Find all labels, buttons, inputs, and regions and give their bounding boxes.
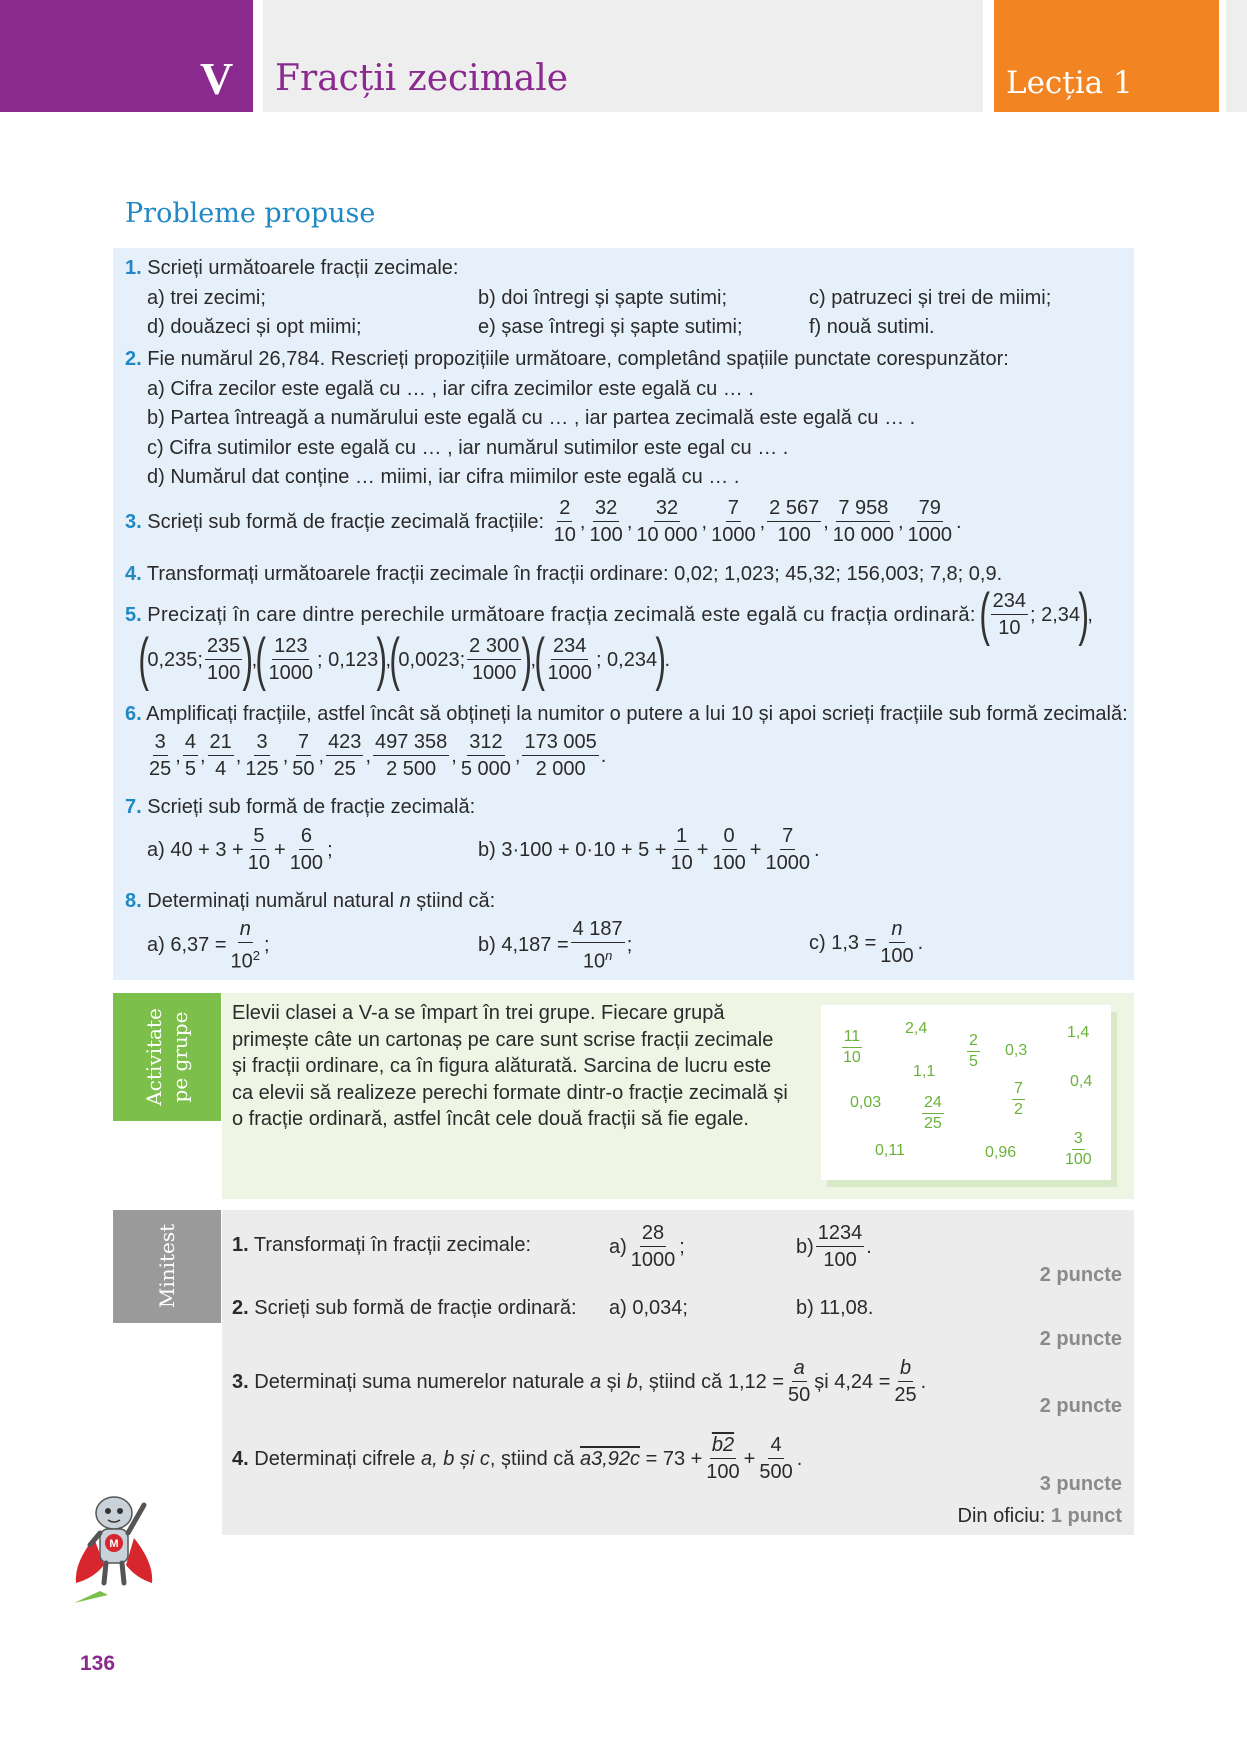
svg-text:M: M: [109, 1538, 119, 1550]
item-7a: a) 40 + 3 + $\frac{5}{10}$ + $\frac{6}{100}$ ;: [147, 825, 333, 874]
fraction: $\frac{7 958}{10 000}$: [832, 497, 894, 546]
pair-3: ( $\frac{123}{1000}$ ; 0,123 ): [255, 626, 388, 692]
cards-figure: [821, 1005, 1111, 1180]
item-1d: d) douăzeci și opt miimi;: [147, 316, 362, 338]
points-q1: 2 puncte: [1039, 1264, 1122, 1286]
minitest-q3: 3. Determinați suma numerelor naturale a și b , știind că 1,12 = $\frac{a}{50}$ și 4,24 = $\frac{b}{25}$ .: [232, 1357, 927, 1406]
points-q3: 2 puncte: [1039, 1395, 1122, 1417]
card-3-100: $\frac{3}{100}$: [1065, 1130, 1092, 1168]
minitest-q1b: b) $\frac{1234}{100}$ .: [796, 1222, 872, 1271]
item-2b: b) Partea întreagă a numărului este egală cu … , iar partea zecimală este egală cu … .: [147, 407, 916, 429]
card-24-25: $\frac{24}{25}$: [924, 1094, 942, 1132]
problem-8: 8. Determinați numărul natural n știind că:: [125, 890, 496, 912]
minitest-q4: 4. Determinați cifrele a, b și c , știind că a3,92c = 73 + $\frac{b2}{100}$ + $\frac{4}{500}$ .: [232, 1434, 803, 1483]
problem-number: 1.: [125, 257, 142, 279]
card-7-2: $\frac{7}{2}$: [1014, 1080, 1023, 1118]
card-0-03: 0,03: [850, 1094, 882, 1111]
card-1-4: 1,4: [1067, 1024, 1090, 1041]
problem-5: 5. Precizați în care dintre perechile următoare fracția zecimală este egală cu fracția ordinară: ( $\frac{234}{10}$ ; 2,34 ) ,: [125, 581, 1093, 647]
page-number: 136: [80, 1652, 116, 1675]
header-edge: [1226, 0, 1247, 112]
item-2c: c) Cifra sutimilor este egală cu … , iar numărul sutimilor este egal cu … .: [147, 437, 789, 459]
problem-number: 5.: [125, 603, 142, 626]
card-0-96: 0,96: [985, 1144, 1017, 1161]
problem-6: [125, 702, 1128, 726]
item-2d: d) Numărul dat conține … miimi, iar cifra miimilor este egală cu … .: [147, 466, 740, 488]
fraction: $\frac{32}{10 000}$: [636, 497, 698, 546]
item-8a: a) 6,37 = $\frac{n}{10^2}$ ;: [147, 918, 270, 973]
lesson-label: Lecția 1: [1006, 65, 1133, 101]
card-11-10: $\frac{11}{10}$: [843, 1028, 861, 1066]
chapter-number: V: [200, 53, 234, 104]
activity-text: Elevii clasei a V-a se împart în trei grupe. Fiecare grupă primește câte un cartonaș pe care sunt scrise fracții zecimale și fracții ordinare, ca în figura alăturată. Sarcina de lucru este ca elevii să realizeze perechi formate dintr-o fracție zecimală și o fracție ordinară, astfel încât cele două fracții să fie egale.: [232, 1002, 788, 1130]
problem-number: 8.: [125, 890, 142, 912]
problem-text: Scrieți sub formă de fracție zecimală:: [147, 796, 476, 818]
minitest-q2b: b) 11,08.: [796, 1297, 874, 1319]
item-1e: e) șase întregi și șapte sutimi;: [478, 316, 743, 338]
problem-text: Fie numărul 26,784. Rescrieți propozițiile următoare, completând spațiile punctate corespunzător:: [147, 348, 1009, 370]
problem-number: 7.: [125, 796, 142, 818]
fraction: $\frac{32}{100}$: [589, 497, 623, 546]
item-7b: b) 3·100 + 0·10 + 5 + $\frac{1}{10}$ + $\frac{0}{100}$ + $\frac{7}{1000}$ .: [478, 825, 820, 874]
section-title: Probleme propuse: [125, 198, 376, 229]
mascot-illustration: [64, 1483, 164, 1608]
pair-2: ( 0,235; $\frac{235}{100}$ ): [138, 626, 254, 692]
card-0-4: 0,4: [1070, 1073, 1093, 1090]
problem-1: [125, 256, 458, 280]
problem-text: Scrieți sub formă de fracție zecimală fracțiile:: [147, 510, 545, 533]
problem-text: Transformați următoarele fracții zecimale în fracții ordinare: 0,02; 1,023; 45,32; 156,003; 7,8; 0,9.: [146, 563, 1003, 585]
item-1b: b) doi întregi și șapte sutimi;: [478, 287, 727, 309]
points-q2: 2 puncte: [1039, 1328, 1122, 1350]
minitest-q2a: a) 0,034;: [609, 1297, 688, 1319]
problem-number: 6.: [125, 703, 142, 725]
pair-5: ( $\frac{234}{1000}$ ; 0,234 ): [534, 626, 667, 692]
fraction: $\frac{79}{1000}$: [907, 497, 953, 546]
card-1-1: 1,1: [913, 1063, 936, 1080]
fraction: $\frac{7}{1000}$: [711, 497, 756, 546]
problem-3: 3. Scrieți sub formă de fracție zecimală fracțiile: $\frac{2}{10}$ , $\frac{32}{100}$ , $\frac{32}{10 000}$ , $\frac{7}{1000}$ , $\frac{2 567}{100}$ , $\frac{7 958}{10 000}$ , $\frac{79}{1000}$ .: [125, 497, 962, 546]
problem-text: Scrieți următoarele fracții zecimale:: [147, 257, 459, 279]
points-q4: 3 puncte: [1039, 1473, 1122, 1495]
fraction: $\frac{2 567}{100}$: [769, 497, 820, 546]
card-2-4: 2,4: [905, 1020, 928, 1037]
problem-text: Precizați în care dintre perechile următoare fracția zecimală este egală cu fracția ordinară:: [147, 603, 976, 626]
oficiu: Din oficiu: 1 punct: [957, 1505, 1122, 1527]
item-1f: f) nouă sutimi.: [809, 316, 935, 338]
problem-number: 3.: [125, 510, 142, 533]
problem-7: [125, 795, 475, 819]
activity-tab-label: Activitate pe grupe: [142, 1008, 192, 1106]
minitest-q1: 1. Transformați în fracții zecimale:: [232, 1234, 531, 1256]
pair-1: ( $\frac{234}{10}$ ; 2,34 ): [979, 581, 1090, 647]
minitest-q2: 2. Scrieți sub formă de fracție ordinară:: [232, 1297, 577, 1319]
card-2-5: $\frac{2}{5}$: [969, 1032, 978, 1070]
item-1c: c) patruzeci și trei de miimi;: [809, 287, 1052, 309]
problem-number: 4.: [125, 563, 142, 585]
chapter-title: Fracții zecimale: [275, 58, 569, 99]
card-0-11: 0,11: [875, 1142, 905, 1159]
card-0-3: 0,3: [1005, 1042, 1028, 1059]
minitest-q1a: a) $\frac{28}{1000}$ ;: [609, 1222, 685, 1271]
fraction: $\frac{2}{10}$: [553, 497, 576, 546]
item-2a: a) Cifra zecilor este egală cu … , iar cifra zecimilor este egală cu … .: [147, 378, 754, 400]
problem-4: [125, 562, 1002, 586]
item-8b: b) 4,187 = $\frac{4 187}{10^n}$ ;: [478, 918, 633, 973]
minitest-tab-label: Minitest: [155, 1223, 179, 1309]
item-1a: a) trei zecimi;: [147, 287, 266, 309]
problem-number: 2.: [125, 348, 142, 370]
item-8c: c) 1,3 = $\frac{n}{100}$ .: [809, 918, 924, 967]
problem-6-fractions: $\frac{3}{25}$ , $\frac{4}{5}$ , $\frac{21}{4}$ , $\frac{3}{125}$ , $\frac{7}{50}$ , $\frac{423}{25}$ , $\frac{497 358}{2 500}$ , $\frac{312}{5 000}$ , $\frac{173 005}{2 000}$ .: [149, 731, 607, 780]
problem-text: Amplificați fracțiile, astfel încât să obțineți la numitor o putere a lui 10 și apoi scrieți fracțiile sub formă zecimală:: [146, 703, 1128, 725]
problem-2: [125, 347, 1009, 371]
problem-5-pairs: ( 0,235; $\frac{235}{100}$ ) , ( $\frac{123}{1000}$ ; 0,123 ) , ( 0,0023; $\frac{2 300}{1000}$ ) , ( $\frac{234}{1000}$ ; 0,234 ) .: [138, 626, 670, 692]
pair-4: ( 0,0023; $\frac{2 300}{1000}$ ): [389, 626, 533, 692]
